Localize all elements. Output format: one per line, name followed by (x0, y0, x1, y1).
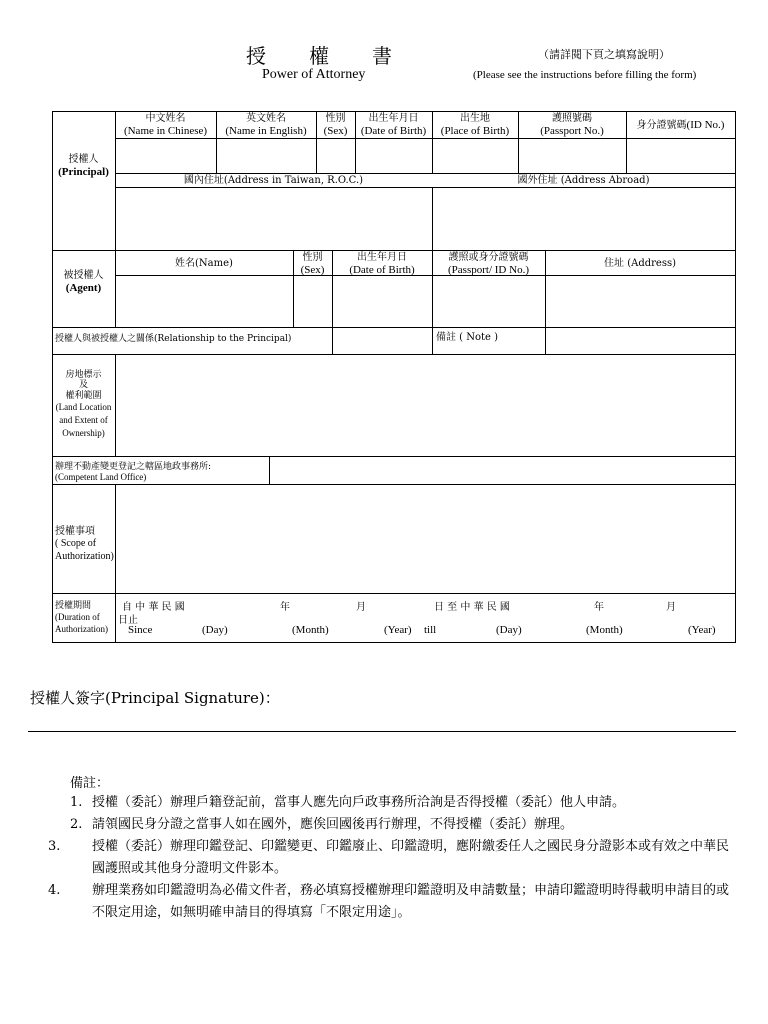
agent-col-sex: 性別 (Sex) (300, 252, 325, 276)
since-label: Since (128, 624, 153, 636)
duration-to-label: 日 至 中 華 民 國 (434, 602, 510, 613)
day-label-2: (Day) (496, 624, 522, 636)
month-label: (Month) (292, 624, 329, 636)
page-title (246, 40, 435, 69)
scope-label: 授權事項 ( Scope of Authorization) (55, 526, 114, 562)
agent-col-address: 住址 (Address) (604, 258, 676, 269)
duration-label: 授權期間 (Duration of Authorization) (55, 601, 108, 634)
instruction-note-en: (Please see the instructions before filling the form) (473, 69, 697, 81)
note-label: 備註 ( Note ) (436, 332, 499, 343)
address-abroad-label: 國外住址 (Address Abroad) (517, 175, 650, 186)
land-office-label: 辦理不動產變更登記之轄區地政事務所: (Competent Land Office) (55, 462, 212, 482)
signature-line (28, 731, 736, 732)
col-name-english: 英文姓名 (Name in English) (225, 113, 307, 137)
duration-from-label: 自 中 華 民 國 (122, 602, 185, 613)
remark-item: 3. 授權（委託）辦理印鑑登記、印鑑變更、印鑑廢止、印鑑證明，應附繳委任人之國民身分證影本或有效之中華民國護照或其他身分證明文件影本。 (48, 839, 730, 876)
year-label-2: (Year) (688, 624, 716, 636)
agent-col-date-of-birth: 出生年月日 (Date of Birth) (349, 252, 415, 276)
remark-item: 2. 請領國民身分證之當事人如在國外，應俟回國後再行辦理，不得授權（委託）辦理。 (70, 817, 574, 832)
day-label: (Day) (202, 624, 228, 636)
month-label-2: (Month) (586, 624, 623, 636)
col-passport-no: 護照號碼 (Passport No.) (540, 113, 604, 137)
duration-month-label-2: 月 (666, 602, 676, 613)
remark-item: 1. 授權（委託）辦理戶籍登記前，當事人應先向戶政事務所洽詢是否得授權（委託）他人申請。 (70, 795, 626, 810)
agent-col-name: 姓名(Name) (175, 258, 233, 269)
remark-item: 4. 辦理業務如印鑑證明為必備文件者，務必填寫授權辦理印鑑證明及申請數量；申請印鑑證明時得載明申請目的或不限定用途，如無明確申請目的得填寫「不限定用途」。 (48, 883, 730, 920)
agent-label: 被授權人 (Agent) (63, 270, 104, 294)
title-char: 授 (246, 44, 266, 68)
principal-label: 授權人 (Principal) (58, 154, 109, 178)
col-id-no: 身分證號碼(ID No.) (636, 119, 725, 131)
principal-signature-label: 授權人簽字(Principal Signature)： (30, 689, 280, 707)
duration-end-label: 日止 (118, 615, 138, 626)
duration-year-label-2: 年 (594, 602, 604, 613)
till-label: till (424, 624, 437, 636)
agent-col-passport-id: 護照或身分證號碼 (Passport/ ID No.) (448, 252, 529, 276)
col-place-of-birth: 出生地 (Place of Birth) (440, 113, 510, 137)
land-location-label: 房地標示 及 權利範圍 (Land Location and Extent of Ownership) (55, 370, 112, 439)
remarks-title: 備註： (70, 776, 110, 791)
title-char: 權 (309, 44, 329, 68)
title-char: 書 (372, 44, 392, 68)
year-label: (Year) (384, 624, 412, 636)
instruction-note-zh: （請詳閱下頁之填寫說明） (538, 48, 670, 61)
address-taiwan-label: 國內住址(Address in Taiwan, R.O.C.) (183, 175, 364, 186)
relationship-label: 授權人與被授權人之關係(Relationship to the Principal) (55, 334, 292, 344)
col-date-of-birth: 出生年月日 (Date of Birth) (360, 113, 427, 137)
duration-year-label: 年 (280, 602, 290, 613)
col-name-chinese: 中文姓名 (Name in Chinese) (123, 113, 208, 137)
page-subtitle: Power of Attorney (262, 67, 366, 82)
duration-month-label: 月 (356, 602, 366, 613)
col-sex: 性別 (Sex) (323, 113, 348, 137)
